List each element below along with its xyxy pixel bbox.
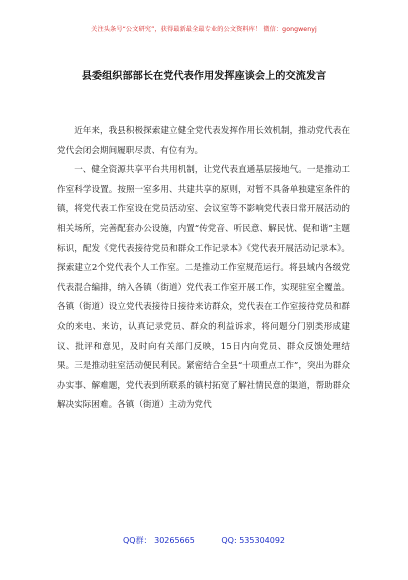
- document-title: 县委组织部部长在党代表作用发挥座谈会上的交流发言: [81, 71, 327, 82]
- promo-banner: 关注头条号“公文研究”，获得最新最全最专业的公文资料库！ 微信：gongwenyj: [91, 26, 317, 33]
- qq-group: QQ群： 30265665: [122, 536, 195, 545]
- document-body: [57, 122, 350, 416]
- qq-contact: QQ: 535304092: [221, 536, 286, 545]
- contact-footer: [0, 535, 408, 546]
- paragraph-intro: 近年来，我县积极探索建立健全党代表发挥作用长效机制，推动党代表在党代会闭会期间履职尽责、有位有为。: [57, 126, 350, 156]
- paragraph-section-1: 一、健全资源共享平台共用机制，让党代表直通基层接地气。一是推动工作室科学设置。按照一室多用、共建共享的原则，对暂不具备单独建室条件的镇，将党代表工作室设在党员活动室、会议室等不影响党代表日常开展活动的相关场所，完善配套办公设施，内置“传党音、听民意、解民忧、促和谐”主题标识，配发《党代表接待党员和群众工作记录本》《党代表开展活动记录本》。探索建立2个党代表个人工作室。二是推动工作室规范运行。将县域内各级党代表混合编排，纳入各镇（街道）党代表工作室开展工作，实现驻室全覆盖。各镇（街道）设立党代表接待日接待来访群众，党代表在工作室接待党员和群众的来电、来访，认真记录党员、群众的利益诉求，将问题分门别类形成建议、批评和意见，及时向有关部门反映，15日内向党员、群众反馈处理结果。三是推动驻室活动便民利民。紧密结合全县“十项重点工作”，突出为群众办实事、解难题，党代表到所联系的镇村拓宽了解社情民意的渠道，帮助群众解决实际困难。各镇（街道）主动为党代: [57, 165, 350, 411]
